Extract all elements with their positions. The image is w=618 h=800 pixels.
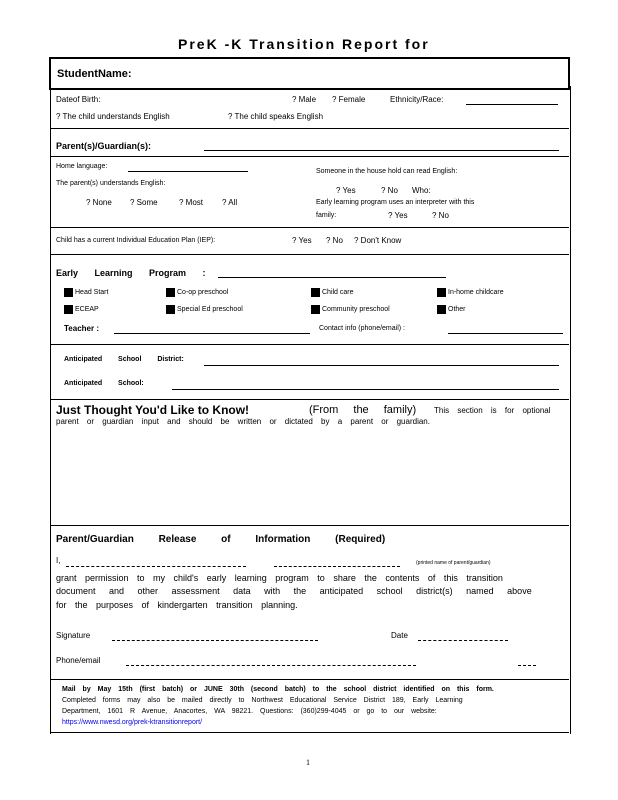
page-number: 1 (306, 758, 310, 767)
footer-line-2: Completed forms may also be mailed directly to Northwest Educational Service District 189, Early Learning (62, 697, 463, 704)
phone-label: Phone/email (56, 656, 101, 665)
thought-heading: Just Thought You'd Like to Know! (56, 403, 250, 417)
head-start-checkbox[interactable] (64, 288, 73, 297)
program-option-label: Other (448, 306, 466, 313)
anticipated-district-label: Anticipated School District: (64, 356, 184, 363)
interpreter-label: Early learning program uses an interpreter with this (316, 199, 475, 206)
someone-no-checkbox[interactable]: ? No (381, 186, 398, 195)
release-line-3: for the purposes of kindergarten transition planning. (56, 600, 298, 610)
date-line[interactable] (418, 640, 508, 641)
eceap-checkbox[interactable] (64, 305, 73, 314)
divider (50, 128, 569, 129)
printed-name-note: (printed name of parent/guardian) (416, 560, 491, 566)
understands-english-checkbox[interactable]: ? The child understands English (56, 112, 170, 121)
family-label: family: (316, 212, 337, 219)
ethnicity-label: Ethnicity/Race: (390, 95, 444, 104)
parents-label: Parent(s)/Guardian(s): (56, 141, 152, 151)
in-home-childcare-checkbox[interactable] (437, 288, 446, 297)
program-line[interactable] (218, 277, 446, 278)
someone-yes-checkbox[interactable]: ? Yes (336, 186, 356, 195)
divider (50, 344, 569, 345)
divider (50, 732, 569, 733)
special-ed-preschool-checkbox[interactable] (166, 305, 175, 314)
program-option-label: Co-op preschool (177, 289, 229, 296)
thought-desc: This section is for optional (434, 406, 551, 415)
teacher-line[interactable] (114, 333, 310, 334)
program-option-label: Head Start (75, 289, 109, 296)
who-label: Who: (412, 186, 431, 195)
iep-dontknow-checkbox[interactable]: ? Don't Know (354, 236, 402, 245)
all-checkbox[interactable]: ? All (222, 198, 238, 207)
release-line-2: document and other assessment data with the anticipated school district(s) named above (56, 586, 532, 596)
footer-line-3: Department, 1601 R Avenue, Anacortes, WA 98221. Questions: (360)299-4045 or go to our website: (62, 708, 437, 715)
divider (50, 227, 569, 228)
most-checkbox[interactable]: ? Most (179, 198, 204, 207)
home-language-label: Home language: (56, 163, 108, 170)
footer-line-1: Mail by May 15th (first batch) or JUNE 30th (second batch) to the school district identified on this form. (62, 686, 494, 693)
coop-preschool-checkbox[interactable] (166, 288, 175, 297)
divider (50, 679, 569, 680)
district-line[interactable] (204, 365, 559, 366)
divider (50, 156, 569, 157)
child-care-checkbox[interactable] (311, 288, 320, 297)
iep-label: Child has a current Individual Education Plan (IEP): (56, 237, 216, 244)
community-preschool-checkbox[interactable] (311, 305, 320, 314)
interpreter-no-checkbox[interactable]: ? No (432, 211, 449, 220)
interpreter-yes-checkbox[interactable]: ? Yes (388, 211, 408, 220)
parents-line[interactable] (204, 150, 559, 151)
phone-line[interactable] (126, 665, 416, 666)
program-option-label: ECEAP (75, 306, 99, 313)
page-title: PreK -K Transition Report for (178, 36, 430, 52)
contact-label: Contact info (phone/email) : (319, 325, 405, 332)
school-line[interactable] (172, 389, 559, 390)
anticipated-school-label: Anticipated School: (64, 380, 144, 387)
divider (50, 254, 569, 255)
iep-no-checkbox[interactable]: ? No (326, 236, 343, 245)
program-option-label: In-home childcare (448, 289, 504, 296)
contact-line[interactable] (448, 333, 563, 334)
phone-line-end[interactable] (518, 665, 536, 666)
program-option-label: Special Ed preschool (177, 306, 243, 313)
thought-desc2: parent or guardian input and should be written or dictated by a parent or guardian. (56, 417, 430, 426)
release-i: I, (56, 556, 61, 565)
divider (50, 525, 569, 526)
release-line-1: grant permission to my child's early learning program to share the contents of this transition (56, 573, 503, 583)
someone-reads-label: Someone in the house hold can read English: (316, 168, 458, 175)
male-checkbox[interactable]: ? Male (292, 95, 317, 104)
dob-label: Dateof Birth: (56, 95, 101, 104)
thought-from: (From the family) (309, 404, 417, 416)
program-option-label: Child care (322, 289, 354, 296)
some-checkbox[interactable]: ? Some (130, 198, 158, 207)
speaks-english-checkbox[interactable]: ? The child speaks English (228, 112, 324, 121)
name-line-1[interactable] (66, 566, 246, 567)
thought-text-area[interactable] (56, 430, 563, 522)
parents-understand-label: The parent(s) understands English: (56, 180, 166, 187)
none-checkbox[interactable]: ? None (86, 198, 112, 207)
ethnicity-line[interactable] (466, 104, 558, 105)
other-checkbox[interactable] (437, 305, 446, 314)
iep-yes-checkbox[interactable]: ? Yes (292, 236, 312, 245)
footer-link[interactable] (62, 719, 202, 726)
release-heading: Parent/Guardian Release of Information (Required) (56, 534, 386, 545)
program-label: Early Learning Program : (56, 268, 206, 278)
female-checkbox[interactable]: ? Female (332, 95, 366, 104)
student-name-label: StudentName: (57, 68, 132, 80)
program-option-label: Community preschool (322, 306, 390, 313)
signature-label: Signature (56, 631, 91, 640)
website-link[interactable]: https://www.nwesd.org/prek-ktransitionreport/ (62, 719, 203, 726)
student-name-box[interactable] (49, 57, 570, 90)
divider (50, 399, 569, 400)
home-language-line[interactable] (128, 171, 248, 172)
teacher-label: Teacher : (64, 324, 99, 333)
name-line-2[interactable] (274, 566, 400, 567)
signature-line[interactable] (112, 640, 318, 641)
date-label: Date (391, 631, 408, 640)
